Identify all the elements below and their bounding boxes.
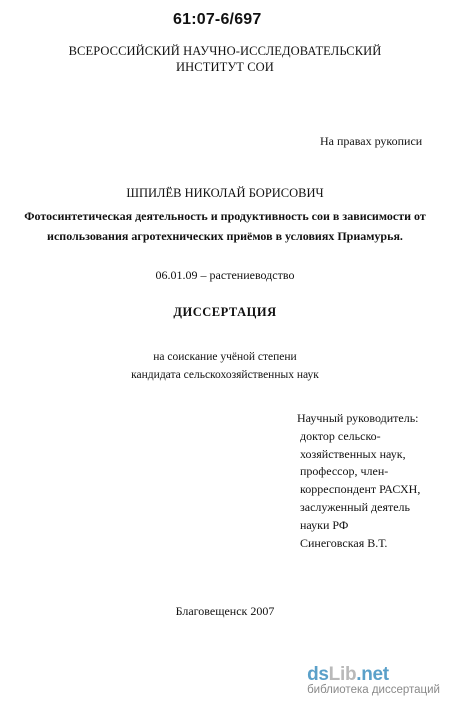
author-name: ШПИЛЁВ НИКОЛАЙ БОРИСОВИЧ xyxy=(126,186,324,200)
supervisor-line: науки РФ xyxy=(300,517,349,532)
supervisor-line: доктор сельско- xyxy=(300,428,381,443)
dslib-watermark xyxy=(307,664,440,696)
degree-line-1: на соискание учёной степени xyxy=(153,351,297,363)
supervisor-name: Синеговская В.Т. xyxy=(300,535,388,550)
specialty-code: 06.01.09 – растениеводство xyxy=(155,268,295,282)
dslib-logo xyxy=(307,664,440,686)
supervisor-line: профессор, член- xyxy=(300,464,389,479)
supervisor-line: хозяйственных наук, xyxy=(300,446,406,461)
dissertation-title-line-2: использования агротехнических приёмов в условиях Приамурья. xyxy=(47,229,403,243)
logo-ds-part: ds xyxy=(307,664,329,685)
document-type-heading: ДИССЕРТАЦИЯ xyxy=(173,305,277,319)
supervisor-heading: Научный руководитель: xyxy=(297,411,419,425)
supervisor-line: заслуженный деятель xyxy=(300,499,410,514)
dissertation-title-line-1: Фотосинтетическая деятельность и продуктивность сои в зависимости от xyxy=(24,209,426,223)
logo-net-part: .net xyxy=(356,664,389,685)
institution-name-line-2: ИНСТИТУТ СОИ xyxy=(176,60,274,74)
supervisor-block xyxy=(297,410,420,552)
place-and-year: Благовещенск 2007 xyxy=(175,604,275,618)
institution-name-line-1: ВСЕРОССИЙСКИЙ НАУЧНО-ИССЛЕДОВАТЕЛЬСКИЙ xyxy=(68,44,382,58)
degree-line-2: кандидата сельскохозяйственных наук xyxy=(131,369,319,381)
watermark-subtitle: библиотека диссертаций xyxy=(307,684,440,696)
supervisor-line: корреспондент РАСХН, xyxy=(300,482,421,497)
rights-note: На правах рукописи xyxy=(320,134,423,148)
catalog-number: 61:07-6/697 xyxy=(173,11,262,28)
logo-lib-part: Lib xyxy=(328,664,357,685)
